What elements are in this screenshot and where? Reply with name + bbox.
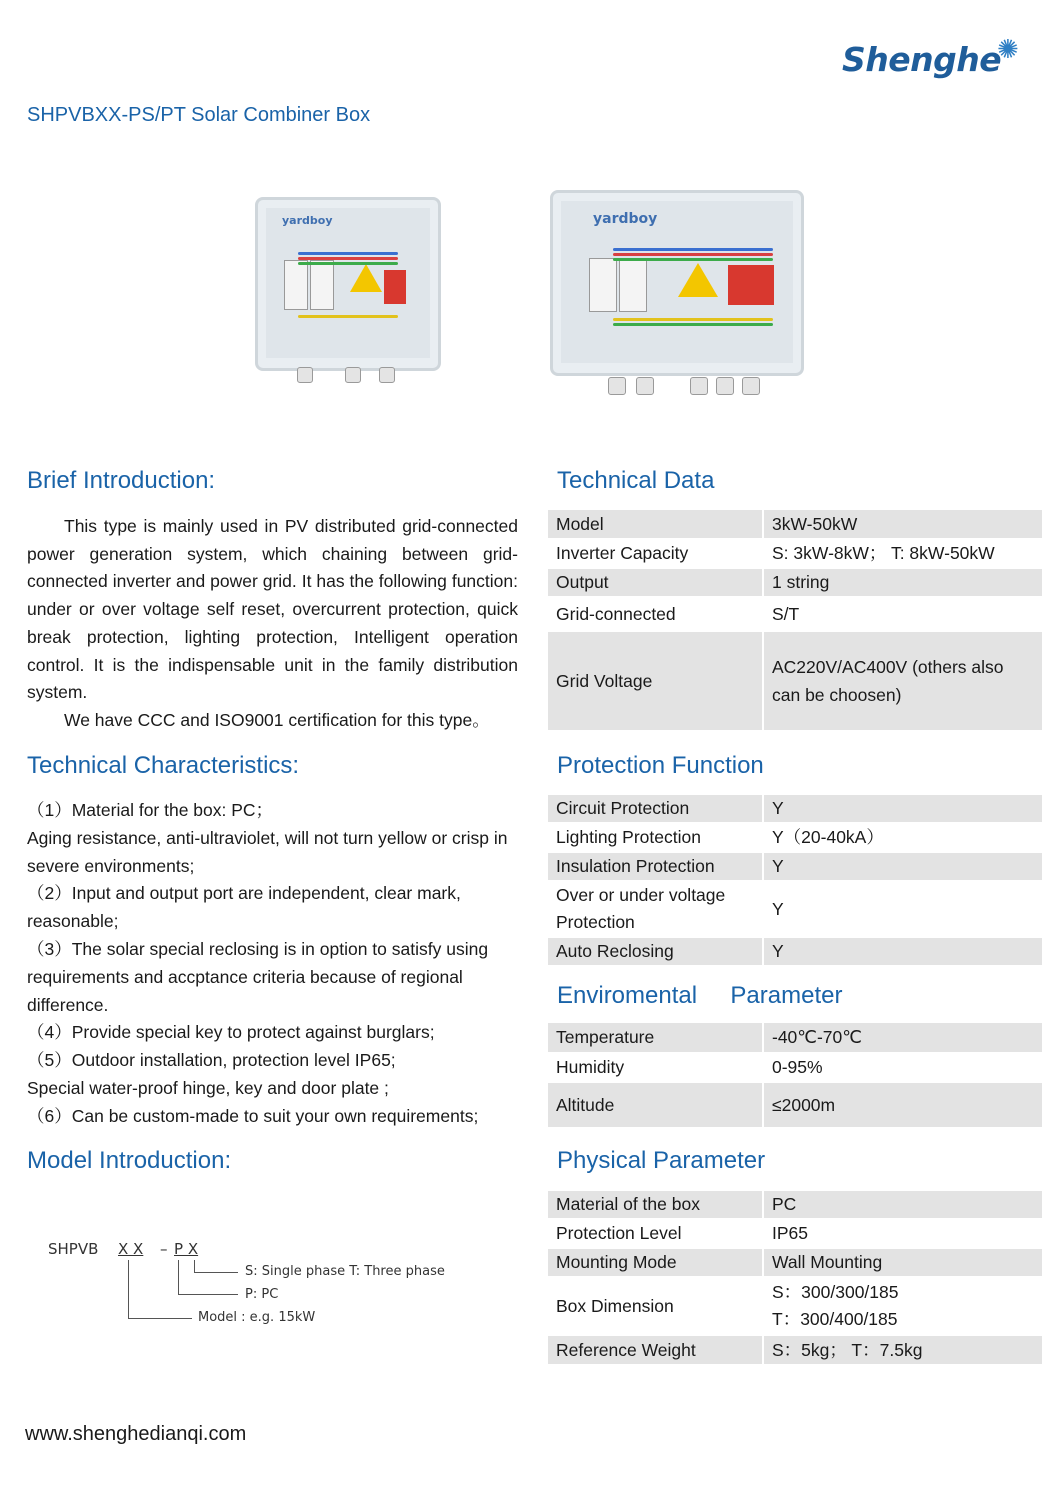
protection-heading: Protection Function [557,752,764,779]
table-cell-key: Temperature [548,1023,763,1053]
table-row [548,568,1042,597]
table-cell-value: 3kW-50kW [763,510,1042,539]
table-cell-value: AC220V/AC400V (others also can be choosen) [763,631,1042,731]
table-cell-value: Y [763,852,1042,881]
table-cell-value: Y [763,795,1042,823]
table-cell-key: Mounting Mode [548,1248,763,1277]
warning-icon [350,264,382,292]
company-logo [842,34,1042,84]
logo-text: Shenghe [842,40,1002,79]
model-prefix: SHPVB [48,1240,99,1258]
model-dash: – [160,1240,168,1258]
characteristic-line: （3）The solar special reclosing is in option to satisfy using requirements and accptance criteria because of regional difference. [27,938,489,1015]
model-intro-heading: Model Introduction: [27,1147,232,1174]
product-photo-small-box [245,195,445,395]
table-cell-key: Output [548,568,763,597]
characteristic-line: （4）Provide special key to protect against burglars; [27,1022,435,1043]
table-cell-value: PC [763,1191,1042,1219]
table-row [548,1335,1042,1365]
table-cell-key: Circuit Protection [548,795,763,823]
table-row [548,881,1042,937]
characteristic-line: （6）Can be custom-made to suit your own requirements; [27,1105,479,1126]
table-cell-key: Humidity [548,1053,763,1082]
table-cell-value: S：5kg； T：7.5kg [763,1335,1042,1365]
table-cell-value: Wall Mounting [763,1248,1042,1277]
characteristic-line: （5）Outdoor installation, protection level IP65; [27,1050,396,1071]
model-p-line: P: PC [245,1287,279,1302]
document-title: SHPVBXX-PS/PT Solar Combiner Box [27,104,371,126]
model-code-diagram [48,1236,478,1336]
table-cell-value: Y [763,937,1042,966]
table-cell-key: Over or under voltage Protection [548,881,763,937]
table-cell-key: Lighting Protection [548,823,763,852]
environment-heading: Enviromental Parameter [557,982,843,1009]
brand-label: yardboy [593,211,658,227]
table-cell-key: Reference Weight [548,1335,763,1365]
model-s-line: S: Single phase T: Three phase [245,1264,445,1279]
box-dimension-t: T：300/400/185 [772,1309,898,1329]
model-px: P X [174,1240,199,1258]
table-cell-key: Protection Level [548,1219,763,1248]
table-cell-key: Insulation Protection [548,852,763,881]
environment-table [548,1023,1042,1129]
characteristic-line: （1）Material for the box: PC； [27,800,274,820]
brief-intro-paragraph-1: This type is mainly used in PV distributed grid-connected power generation system, which chaining between grid-connected inverter and power grid. It has the following function: under or over voltage self reset, overcurrent protection, quick break protection, lighting protection, Intelligent operation control. It is the indispensable unit in the family distribution system. [27,516,518,703]
table-row [548,597,1042,631]
table-cell-value: 0-95% [772,1057,823,1077]
table-row [548,1023,1042,1053]
table-cell-value: Y（20-40kA） [772,827,884,847]
table-row [548,1082,1042,1128]
table-cell-value: ≤2000m [763,1082,1042,1128]
table-row [548,852,1042,881]
brief-intro-paragraph-2: We have CCC and ISO9001 certification for this type。 [64,709,490,730]
tech-characteristics-list [27,797,522,1131]
brief-intro-text [27,513,518,735]
characteristic-line: Special water-proof hinge, key and door plate ; [27,1077,389,1098]
table-row [548,1191,1042,1219]
table-cell-value: S: 3kW-8kW； T: 8kW-50kW [772,543,995,563]
table-row [548,1277,1042,1335]
website-url[interactable]: www.shenghedianqi.com [25,1423,247,1445]
table-cell-value: Y [772,898,784,919]
table-cell-value: 1 string [763,568,1042,597]
tech-characteristics-heading: Technical Characteristics: [27,752,300,779]
table-cell-key: Auto Reclosing [548,937,763,966]
table-cell-key: Altitude [548,1082,763,1128]
table-cell-key: Box Dimension [548,1277,763,1335]
brand-label: yardboy [282,214,333,227]
model-m-line: Model : e.g. 15kW [198,1310,316,1325]
table-row [548,539,1042,568]
table-row [548,1219,1042,1248]
table-cell-key: Grid Voltage [548,631,763,731]
warning-icon [678,263,718,297]
table-row [548,795,1042,823]
physical-table [548,1191,1042,1366]
model-xx: X X [118,1240,144,1258]
characteristic-line: （2）Input and output port are independent, clear mark, reasonable; [27,883,461,932]
brief-intro-heading: Brief Introduction: [27,467,216,494]
table-cell-value: IP65 [772,1223,808,1243]
table-cell-key: Grid-connected [548,597,763,631]
table-row [548,1248,1042,1277]
table-row [548,1053,1042,1082]
logo-sun-icon: ✺ [997,34,1019,64]
table-cell-key: Material of the box [548,1191,763,1219]
table-cell-value: S/T [772,603,800,624]
product-photo-large-box [540,185,810,410]
box-dimension-s: S：300/300/185 [772,1282,899,1302]
table-cell-key: Inverter Capacity [548,539,763,568]
protection-table [548,795,1042,967]
technical-data-table [548,510,1042,732]
table-cell-value: -40℃-70℃ [763,1023,1042,1053]
table-row [548,510,1042,539]
table-cell-value [763,1277,1042,1335]
table-row [548,823,1042,852]
characteristic-line: Aging resistance, anti-ultraviolet, will not turn yellow or crisp in severe environments; [27,827,508,876]
table-cell-key: Model [548,510,763,539]
table-row [548,937,1042,966]
technical-data-heading: Technical Data [557,467,715,494]
physical-heading: Physical Parameter [557,1147,766,1174]
table-row [548,631,1042,731]
